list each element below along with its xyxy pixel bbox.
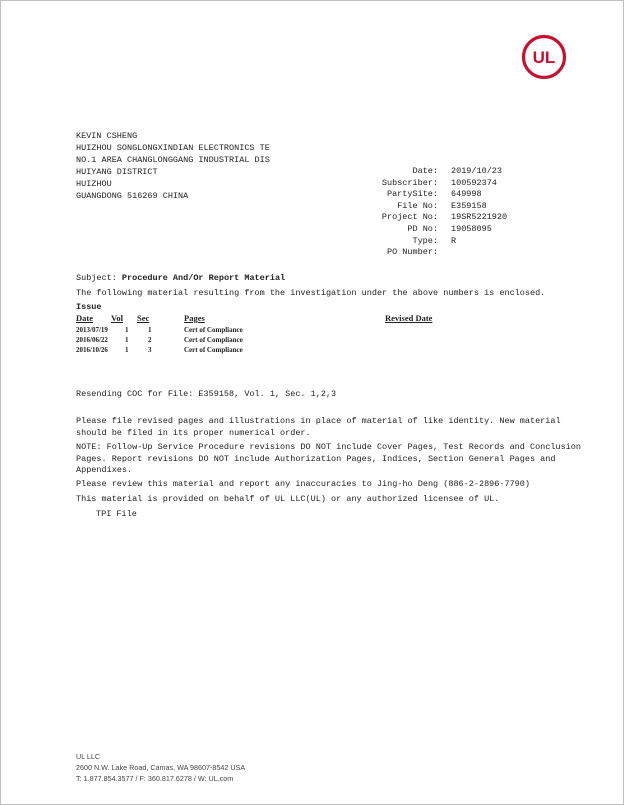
meta-label: File No:: [397, 200, 438, 211]
meta-value: 2019/10/23: [451, 166, 503, 176]
meta-value: [438, 246, 451, 258]
meta-row-partysite: [341, 188, 507, 200]
address-line: HUIYANG DISTRICT: [76, 167, 158, 177]
column-header-pages: Pages: [184, 313, 205, 323]
recipient-address: [76, 130, 270, 202]
meta-label: PD No:: [407, 223, 438, 234]
column-header-sec: Sec: [137, 313, 150, 323]
row-sec: 2: [148, 336, 152, 344]
behalf-paragraph: This material is provided on behalf of UL LLC(UL) or any authorized licensee of UL.: [76, 494, 500, 504]
meta-value: R: [451, 235, 457, 246]
meta-row-file-no: [341, 200, 507, 212]
address-line: NO.1 AREA CHANGLONGGANG INDUSTRIAL DIS: [76, 155, 270, 165]
meta-value: 100592374: [451, 177, 497, 188]
meta-row-project-no: [341, 211, 507, 223]
row-vol: 1: [125, 336, 129, 344]
column-header-revised-date: Revised Date: [385, 313, 433, 323]
note-paragraph: NOTE: Follow-Up Service Procedure revisions DO NOT include Cover Pages, Test Records and Conclusion Pages. Report revisions DO NOT include Authorization Pages, Indices, Section General Pages and Appendixes.: [76, 442, 581, 475]
meta-value: 19058095: [451, 223, 492, 234]
meta-row-po-number: [341, 246, 507, 258]
review-paragraph: Please review this material and report any inaccuracies to Jing-ho Deng (886-2-2896-7790): [76, 479, 530, 489]
table-row: [1, 326, 401, 336]
tpi-file-label: TPI File: [96, 509, 137, 519]
row-date: 2016/10/26: [76, 346, 108, 354]
row-pages: Cert of Compliance: [184, 346, 243, 354]
address-line: KEVIN CSHENG: [76, 131, 138, 141]
row-sec: 1: [148, 326, 152, 334]
address-line: HUIZHOU: [76, 179, 112, 189]
resend-line: Resending COC for File: E359158, Vol. 1, Sec. 1,2,3: [76, 389, 337, 399]
footer-company-name: UL LLC: [76, 752, 101, 761]
intro-text: The following material resulting from the investigation under the above numbers is enclosed.: [76, 288, 546, 298]
document-metadata: [341, 165, 507, 258]
row-vol: 1: [125, 346, 129, 354]
meta-label: Type:: [412, 235, 438, 246]
column-header-date: Date: [76, 313, 93, 323]
footer-contact: T: 1.877.854.3577 / F: 360.817.6278 / W: UL.com: [76, 774, 234, 783]
subject-prefix: Subject:: [76, 273, 122, 283]
row-date: 2013/07/19: [76, 326, 108, 334]
row-sec: 3: [148, 346, 152, 354]
address-line: GUANGDONG 516269 CHINA: [76, 191, 189, 201]
meta-row-pd-no: [341, 223, 507, 235]
table-row: [1, 336, 401, 346]
meta-value: 649998: [451, 189, 482, 200]
instructions-paragraph: Please file revised pages and illustrations in place of material of like identity. New material should be filed in its proper numerical order.: [76, 416, 561, 438]
meta-label: Subscriber:: [381, 177, 438, 188]
meta-label: PartySite:: [386, 189, 438, 200]
row-date: 2016/06/22: [76, 336, 108, 344]
meta-row-type: [341, 235, 507, 247]
column-header-vol: Vol: [111, 313, 123, 323]
table-row: [1, 346, 401, 356]
row-pages: Cert of Compliance: [184, 326, 243, 334]
meta-value: E359158: [451, 200, 487, 211]
issue-heading: Issue: [76, 302, 102, 312]
meta-row-subscriber: [341, 177, 507, 189]
ul-logo: [521, 34, 567, 80]
meta-value: 19SR5221920: [451, 212, 508, 223]
meta-label: Date:: [412, 166, 438, 176]
footer-address: 2600 N.W. Lake Road, Camas, WA 98607-8542 USA: [76, 763, 246, 772]
address-line: HUIZHOU SONGLONGXINDIAN ELECTRONICS TE: [76, 143, 270, 153]
subject-title: Procedure And/Or Report Material: [121, 273, 286, 283]
row-vol: 1: [125, 326, 129, 334]
meta-label: PO Number:: [386, 247, 438, 258]
row-pages: Cert of Compliance: [184, 336, 243, 344]
company-footer: [76, 751, 245, 784]
subject-line: [76, 272, 285, 284]
meta-row-date: [341, 165, 507, 177]
meta-label: Project No:: [381, 212, 438, 223]
ul-logo-text: UL: [532, 48, 556, 67]
